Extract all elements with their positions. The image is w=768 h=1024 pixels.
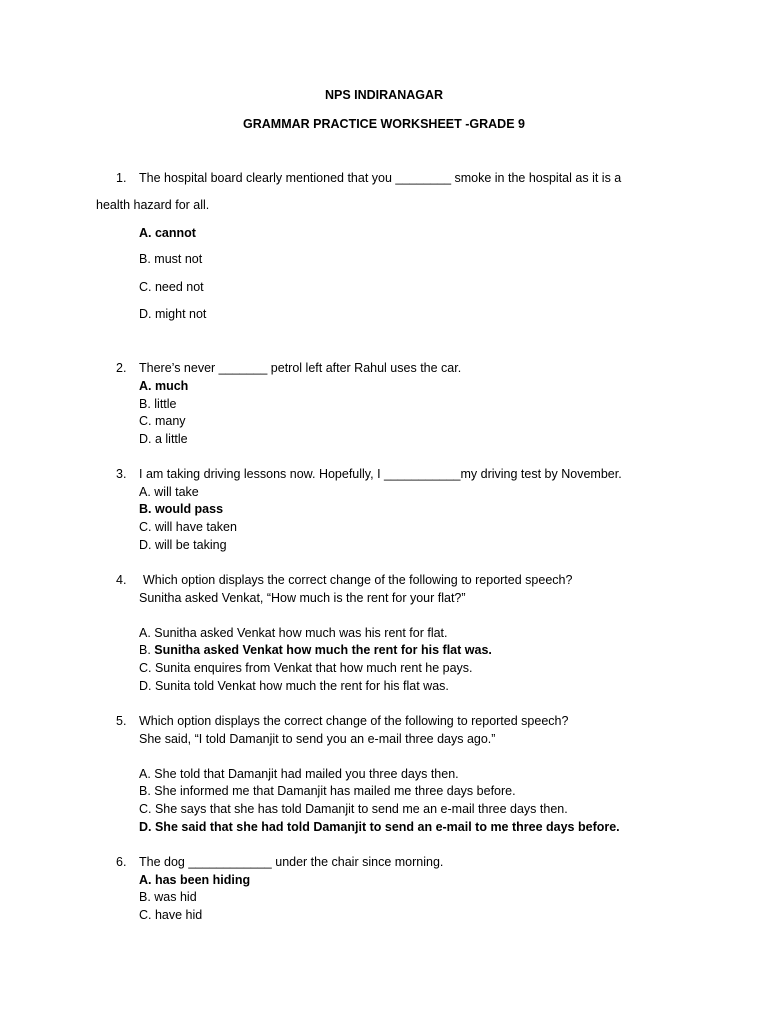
option-c: C. She says that she has told Damanjit to send me an e-mail three days then. <box>139 802 568 816</box>
option-a: A. will take <box>139 485 199 499</box>
option-a-answer: A. has been hiding <box>139 873 251 887</box>
question-number: 1. <box>116 171 127 185</box>
option-d: D. Sunita told Venkat how much the rent for his flat was. <box>139 679 449 693</box>
option-c: C. many <box>139 414 186 428</box>
option-a-answer: A. much <box>139 379 189 393</box>
option-b-answer: B. would pass <box>139 502 224 516</box>
option-b-answer <box>139 642 492 658</box>
option-c: C. have hid <box>139 908 203 922</box>
question-number: 6. <box>116 855 127 869</box>
option-b: B. must not <box>139 252 203 266</box>
question-number: 3. <box>116 467 127 481</box>
question-stem: I am taking driving lessons now. Hopefully, I ___________my driving test by November. <box>139 467 622 481</box>
option-d: D. will be taking <box>139 538 227 552</box>
question-stem: The hospital board clearly mentioned that you ________ smoke in the hospital as it is a <box>139 171 622 185</box>
option-d: D. might not <box>139 307 207 321</box>
worksheet-title: GRAMMAR PRACTICE WORKSHEET -GRADE 9 <box>243 117 525 131</box>
school-name: NPS INDIRANAGAR <box>324 88 444 102</box>
question-stem: Which option displays the correct change of the following to reported speech? <box>139 714 569 728</box>
question-stem: Which option displays the correct change of the following to reported speech? <box>143 573 573 587</box>
option-a: A. She told that Damanjit had mailed you three days then. <box>139 767 459 781</box>
question-stem-continued: health hazard for all. <box>96 198 210 212</box>
question-stem: There’s never _______ petrol left after Rahul uses the car. <box>139 361 462 375</box>
option-b: B. little <box>139 397 177 411</box>
option-b-text: Sunitha asked Venkat how much the rent for his flat was. <box>154 643 492 657</box>
question-stem: The dog ____________ under the chair since morning. <box>139 855 444 869</box>
option-b-prefix: B. <box>139 643 155 657</box>
option-b: B. was hid <box>139 890 197 904</box>
question-number: 4. <box>116 573 127 587</box>
option-c: C. need not <box>139 280 204 294</box>
question-number: 5. <box>116 714 127 728</box>
option-a: A. Sunitha asked Venkat how much was his rent for flat. <box>139 626 448 640</box>
option-c: C. Sunita enquires from Venkat that how much rent he pays. <box>139 661 473 675</box>
option-d-answer: D. She said that she had told Damanjit to send an e-mail to me three days before. <box>139 820 620 834</box>
option-b: B. She informed me that Damanjit has mailed me three days before. <box>139 784 516 798</box>
question-quote: She said, “I told Damanjit to send you an e-mail three days ago.” <box>139 732 496 746</box>
option-c: C. will have taken <box>139 520 237 534</box>
option-d: D. a little <box>139 432 188 446</box>
question-number: 2. <box>116 361 127 375</box>
option-a-answer: A. cannot <box>139 226 196 240</box>
question-quote: Sunitha asked Venkat, “How much is the rent for your flat?” <box>139 591 466 605</box>
